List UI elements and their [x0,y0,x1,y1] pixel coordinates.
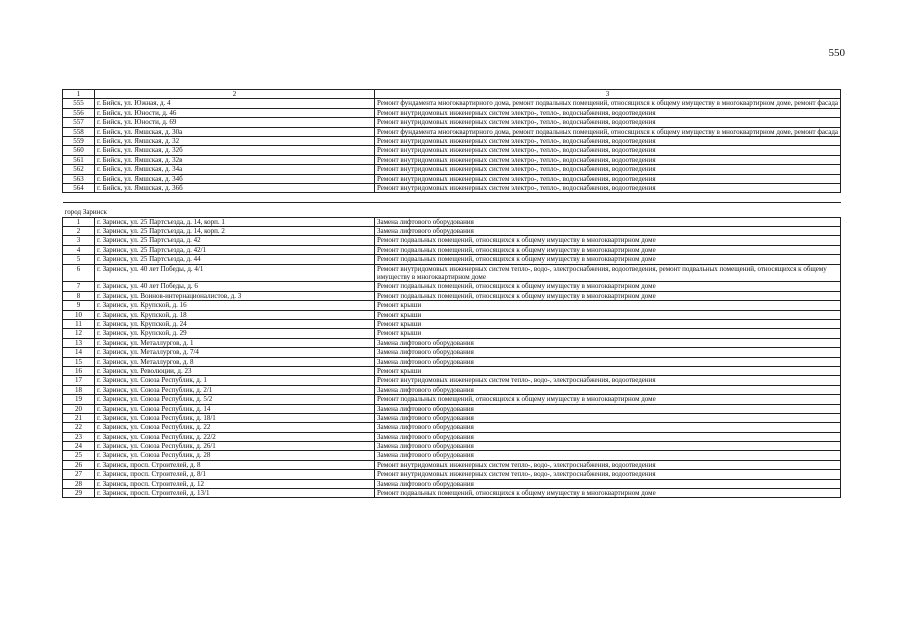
row-number: 18 [63,385,95,394]
row-number: 14 [63,348,95,357]
row-address: г. Бийск, ул. Ямшская, д. 30а [95,127,375,136]
column-number-3: 3 [375,90,841,99]
row-number: 15 [63,357,95,366]
table-row [63,165,841,174]
row-address: г. Бийск, ул. Ямшская, д. 32б [95,146,375,155]
row-address: г. Заринск, ул. Воинов-интернационалистов, д. 3 [95,291,375,300]
row-address: г. Бийск, ул. Ямшская, д. 36б [95,183,375,192]
row-work-type: Замена лифтового оборудования [375,217,841,226]
row-address: г. Бийск, ул. Ямшская, д. 34б [95,174,375,183]
row-number: 9 [63,301,95,310]
row-number: 21 [63,413,95,422]
table-row [63,460,841,469]
row-work-type: Ремонт подвальных помещений, относящихся к общему имуществу в многоквартирном доме [375,489,841,498]
table-row [63,479,841,488]
row-address: г. Заринск, просп. Строителей, д. 8/1 [95,470,375,479]
row-work-type: Замена лифтового оборудования [375,432,841,441]
row-number: 25 [63,451,95,460]
table-row [63,146,841,155]
table-row [63,291,841,300]
table-row [63,183,841,192]
row-work-type: Ремонт внутридомовых инженерных систем электро-, тепло-, водоснабжения, водоотведения [375,146,841,155]
row-number: 561 [63,155,95,164]
row-work-type: Ремонт внутридомовых инженерных систем электро-, тепло-, водоснабжения, водоотведения [375,155,841,164]
row-address: г. Заринск, ул. Союза Республик, д. 2/1 [95,385,375,394]
row-number: 13 [63,338,95,347]
row-work-type: Ремонт крыши [375,310,841,319]
row-number: 557 [63,118,95,127]
table-row [63,118,841,127]
row-address: г. Заринск, ул. Союза Республик, д. 18/1 [95,413,375,422]
row-address: г. Бийск, ул. Ямшская, д. 32 [95,136,375,145]
row-work-type: Ремонт подвальных помещений, относящихся к общему имуществу в многоквартирном доме [375,236,841,245]
row-number: 564 [63,183,95,192]
row-number: 20 [63,404,95,413]
row-work-type: Ремонт внутридомовых инженерных систем электро-, тепло-, водоснабжения, водоотведения [375,183,841,192]
row-number: 4 [63,245,95,254]
row-number: 556 [63,108,95,117]
row-work-type: Замена лифтового оборудования [375,479,841,488]
column-number-row [63,90,841,99]
table-row [63,366,841,375]
row-work-type: Замена лифтового оборудования [375,357,841,366]
row-address: г. Заринск, ул. 25 Партсъезда, д. 14, корп. 2 [95,227,375,236]
row-number: 22 [63,423,95,432]
table-row [63,329,841,338]
row-address: г. Заринск, ул. Союза Республик, д. 14 [95,404,375,413]
row-work-type: Ремонт фундамента многоквартирного дома, ремонт подвальных помещений, относящихся к общему имуществу в многоквартирном доме, ремонт фасада [375,127,841,136]
table-row [63,136,841,145]
row-work-type: Ремонт внутридомовых инженерных систем тепло-, водо-, электроснабжения, водоотведения [375,460,841,469]
table-row [63,395,841,404]
row-number: 29 [63,489,95,498]
row-work-type: Ремонт внутридомовых инженерных систем электро-, тепло-, водоснабжения, водоотведения [375,118,841,127]
row-work-type: Ремонт крыши [375,319,841,328]
table-row [63,99,841,108]
row-work-type: Ремонт внутридомовых инженерных систем электро-, тепло-, водоснабжения, водоотведения [375,174,841,183]
row-work-type: Замена лифтового оборудования [375,385,841,394]
table-row [63,310,841,319]
row-address: г. Заринск, ул. Крупской, д. 18 [95,310,375,319]
table-row [63,264,841,282]
row-work-type: Замена лифтового оборудования [375,404,841,413]
row-number: 2 [63,227,95,236]
row-work-type: Замена лифтового оборудования [375,423,841,432]
table-row [63,301,841,310]
row-number: 26 [63,460,95,469]
section-title-row [63,203,841,217]
row-address: г. Заринск, ул. 25 Партсъезда, д. 42 [95,236,375,245]
table-row [63,423,841,432]
table-row [63,348,841,357]
blank-separator-row [63,193,841,203]
table-row [63,319,841,328]
row-address: г. Заринск, ул. Союза Республик, д. 5/2 [95,395,375,404]
row-work-type: Ремонт фундамента многоквартирного дома, ремонт подвальных помещений, относящихся к общему имуществу в многоквартирном доме, ремонт фасада [375,99,841,108]
row-number: 23 [63,432,95,441]
table-row [63,404,841,413]
row-address: г. Заринск, ул. 25 Партсъезда, д. 14, корп. 1 [95,217,375,226]
table-row [63,442,841,451]
row-address: г. Заринск, ул. 40 лет Победы, д. 6 [95,282,375,291]
row-number: 12 [63,329,95,338]
table-row [63,489,841,498]
row-work-type: Ремонт подвальных помещений, относящихся к общему имуществу в многоквартирном доме [375,291,841,300]
row-number: 559 [63,136,95,145]
row-number: 6 [63,264,95,282]
row-address: г. Заринск, ул. Союза Республик, д. 22/2 [95,432,375,441]
row-work-type: Замена лифтового оборудования [375,442,841,451]
table-row [63,357,841,366]
row-work-type: Ремонт подвальных помещений, относящихся к общему имуществу в многоквартирном доме [375,395,841,404]
row-address: г. Заринск, ул. 25 Партсъезда, д. 42/1 [95,245,375,254]
table-row [63,413,841,422]
row-address: г. Заринск, просп. Строителей, д. 12 [95,479,375,488]
table-row [63,338,841,347]
row-work-type: Ремонт крыши [375,329,841,338]
row-work-type: Замена лифтового оборудования [375,338,841,347]
table-row [63,376,841,385]
table-row [63,108,841,117]
row-number: 560 [63,146,95,155]
row-work-type: Ремонт крыши [375,301,841,310]
table-row [63,245,841,254]
row-work-type: Ремонт внутридомовых инженерных систем электро-, тепло-, водоснабжения, водоотведения [375,165,841,174]
row-work-type: Ремонт внутридомовых инженерных систем электро-, тепло-, водоснабжения, водоотведения [375,136,841,145]
table-row [63,451,841,460]
row-number: 27 [63,470,95,479]
row-number: 17 [63,376,95,385]
row-address: г. Бийск, ул. Южная, д. 4 [95,99,375,108]
row-address: г. Заринск, ул. Союза Республик, д. 1 [95,376,375,385]
row-number: 7 [63,282,95,291]
table-row [63,282,841,291]
row-number: 1 [63,217,95,226]
section-title: город Заринск [63,203,841,217]
row-address: г. Бийск, ул. Юности, д. 69 [95,118,375,127]
row-address: г. Заринск, ул. Союза Республик, д. 22 [95,423,375,432]
row-work-type: Ремонт внутридомовых инженерных систем электро-, тепло-, водоснабжения, водоотведения [375,108,841,117]
row-work-type: Ремонт крыши [375,366,841,375]
row-work-type: Ремонт подвальных помещений, относящихся к общему имуществу в многоквартирном доме [375,255,841,264]
table-row [63,385,841,394]
column-number-2: 2 [95,90,375,99]
row-address: г. Заринск, ул. Крупской, д. 16 [95,301,375,310]
row-number: 555 [63,99,95,108]
column-number-1: 1 [63,90,95,99]
row-work-type: Замена лифтового оборудования [375,451,841,460]
table-row [63,470,841,479]
table-body [63,90,841,498]
row-address: г. Заринск, ул. Революции, д. 23 [95,366,375,375]
row-address: г. Заринск, просп. Строителей, д. 8 [95,460,375,469]
row-number: 3 [63,236,95,245]
row-address: г. Заринск, ул. Металлургов, д. 7/4 [95,348,375,357]
row-number: 10 [63,310,95,319]
row-number: 5 [63,255,95,264]
row-address: г. Заринск, ул. Союза Республик, д. 28 [95,451,375,460]
row-number: 28 [63,479,95,488]
row-address: г. Заринск, ул. 40 лет Победы, д. 4/1 [95,264,375,282]
row-work-type: Замена лифтового оборудования [375,413,841,422]
row-address: г. Заринск, ул. Металлургов, д. 8 [95,357,375,366]
row-address: г. Бийск, ул. Ямшская, д. 32в [95,155,375,164]
row-address: г. Бийск, ул. Юности, д. 46 [95,108,375,117]
row-number: 19 [63,395,95,404]
object-table [62,89,841,498]
row-number: 8 [63,291,95,300]
table-row [63,155,841,164]
row-address: г. Заринск, ул. Крупской, д. 29 [95,329,375,338]
table-row [63,217,841,226]
row-number: 24 [63,442,95,451]
row-work-type: Ремонт подвальных помещений, относящихся к общему имуществу в многоквартирном доме [375,245,841,254]
row-number: 11 [63,319,95,328]
row-work-type: Замена лифтового оборудования [375,348,841,357]
row-address: г. Заринск, ул. Крупской, д. 24 [95,319,375,328]
row-number: 562 [63,165,95,174]
row-work-type: Ремонт внутридомовых инженерных систем тепло-, водо-, электроснабжения, водоотведения, ремонт подвальных помещений, относящихся к общему имуществу в многоквартирном доме [375,264,841,282]
row-number: 563 [63,174,95,183]
row-work-type: Ремонт подвальных помещений, относящихся к общему имуществу в многоквартирном доме [375,282,841,291]
row-work-type: Ремонт внутридомовых инженерных систем тепло-, водо-, электроснабжения, водоотведения [375,376,841,385]
table-row [63,227,841,236]
row-address: г. Заринск, просп. Строителей, д. 13/1 [95,489,375,498]
row-address: г. Заринск, ул. Металлургов, д. 1 [95,338,375,347]
table-row [63,127,841,136]
row-number: 558 [63,127,95,136]
row-address: г. Заринск, ул. Союза Республик, д. 26/1 [95,442,375,451]
row-number: 16 [63,366,95,375]
row-work-type: Ремонт внутридомовых инженерных систем тепло-, водо-, электроснабжения, водоотведения [375,470,841,479]
row-work-type: Замена лифтового оборудования [375,227,841,236]
table-row [63,174,841,183]
row-address: г. Заринск, ул. 25 Партсъезда, д. 44 [95,255,375,264]
page-number: 550 [828,47,845,59]
table-row [63,236,841,245]
table-row [63,255,841,264]
table-row [63,432,841,441]
row-address: г. Бийск, ул. Ямшская, д. 34а [95,165,375,174]
blank-cell [63,193,841,203]
